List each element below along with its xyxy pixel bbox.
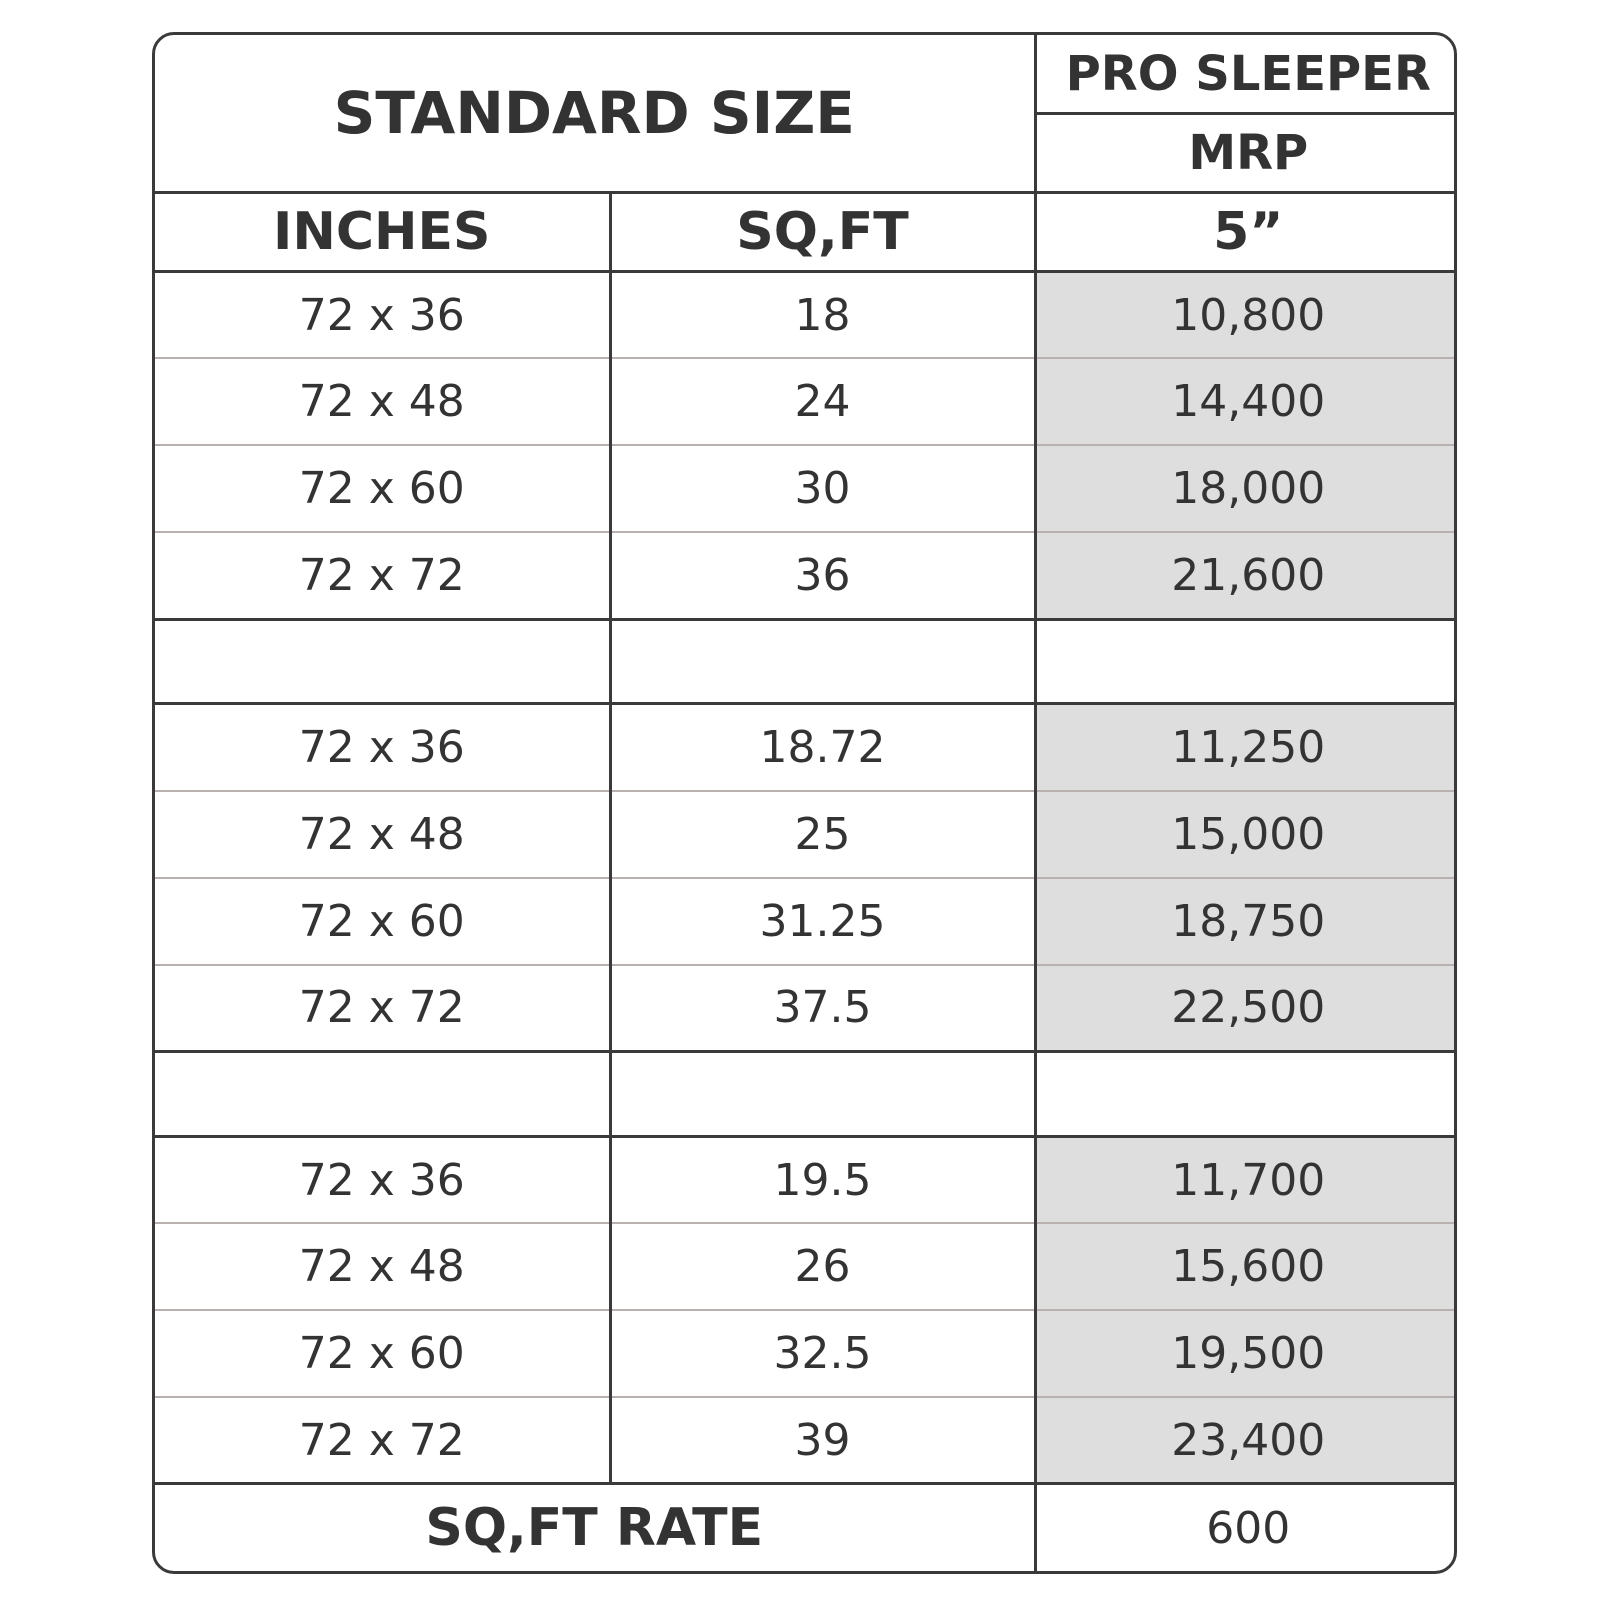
price-cell: 18,000 xyxy=(1035,445,1457,532)
size-cell: 72 x 36 xyxy=(155,704,610,791)
table-row xyxy=(155,358,1457,445)
sqft-cell: 37.5 xyxy=(610,965,1035,1052)
sqft-cell: 32.5 xyxy=(610,1310,1035,1397)
empty-cell xyxy=(155,1051,610,1136)
footer-row xyxy=(155,1484,1457,1571)
price-cell: 15,000 xyxy=(1035,791,1457,878)
table-row xyxy=(155,704,1457,791)
table-row xyxy=(155,791,1457,878)
price-cell: 11,250 xyxy=(1035,704,1457,791)
size-cell: 72 x 60 xyxy=(155,445,610,532)
price-cell: 19,500 xyxy=(1035,1310,1457,1397)
spacer-row xyxy=(155,1051,1457,1136)
sqft-rate-value: 600 xyxy=(1035,1484,1457,1571)
mrp-header: MRP xyxy=(1035,114,1457,193)
table-row xyxy=(155,1136,1457,1223)
price-cell: 11,700 xyxy=(1035,1136,1457,1223)
sqft-cell: 36 xyxy=(610,532,1035,619)
price-cell: 23,400 xyxy=(1035,1397,1457,1484)
price-cell: 15,600 xyxy=(1035,1223,1457,1310)
product-header: PRO SLEEPER xyxy=(1035,35,1457,114)
price-cell: 22,500 xyxy=(1035,965,1457,1052)
price-cell: 10,800 xyxy=(1035,271,1457,358)
table-row xyxy=(155,1223,1457,1310)
table-row xyxy=(155,1397,1457,1484)
table-row xyxy=(155,965,1457,1052)
size-cell: 72 x 60 xyxy=(155,878,610,965)
sqft-cell: 18.72 xyxy=(610,704,1035,791)
size-cell: 72 x 36 xyxy=(155,271,610,358)
sqft-rate-label: SQ,FT RATE xyxy=(155,1484,1035,1571)
price-cell: 18,750 xyxy=(1035,878,1457,965)
thickness-column-header: 5” xyxy=(1035,193,1457,272)
sqft-cell: 24 xyxy=(610,358,1035,445)
standard-size-header: STANDARD SIZE xyxy=(155,35,1035,193)
empty-cell xyxy=(1035,1051,1457,1136)
inches-column-header: INCHES xyxy=(155,193,610,272)
table-row xyxy=(155,532,1457,619)
size-cell: 72 x 72 xyxy=(155,532,610,619)
table-row xyxy=(155,878,1457,965)
sqft-cell: 30 xyxy=(610,445,1035,532)
size-cell: 72 x 36 xyxy=(155,1136,610,1223)
size-cell: 72 x 60 xyxy=(155,1310,610,1397)
table-row xyxy=(155,445,1457,532)
size-cell: 72 x 48 xyxy=(155,791,610,878)
size-cell: 72 x 48 xyxy=(155,358,610,445)
price-cell: 14,400 xyxy=(1035,358,1457,445)
empty-cell xyxy=(610,619,1035,704)
spacer-row xyxy=(155,619,1457,704)
sqft-cell: 26 xyxy=(610,1223,1035,1310)
size-cell: 72 x 72 xyxy=(155,965,610,1052)
sqft-cell: 25 xyxy=(610,791,1035,878)
empty-cell xyxy=(610,1051,1035,1136)
table-row xyxy=(155,271,1457,358)
empty-cell xyxy=(1035,619,1457,704)
table-row xyxy=(155,1310,1457,1397)
size-cell: 72 x 48 xyxy=(155,1223,610,1310)
sqft-cell: 31.25 xyxy=(610,878,1035,965)
sqft-cell: 18 xyxy=(610,271,1035,358)
sqft-cell: 39 xyxy=(610,1397,1035,1484)
sqft-cell: 19.5 xyxy=(610,1136,1035,1223)
price-table xyxy=(152,32,1457,1574)
size-cell: 72 x 72 xyxy=(155,1397,610,1484)
empty-cell xyxy=(155,619,610,704)
price-table-grid xyxy=(155,35,1457,1571)
sqft-column-header: SQ,FT xyxy=(610,193,1035,272)
price-cell: 21,600 xyxy=(1035,532,1457,619)
